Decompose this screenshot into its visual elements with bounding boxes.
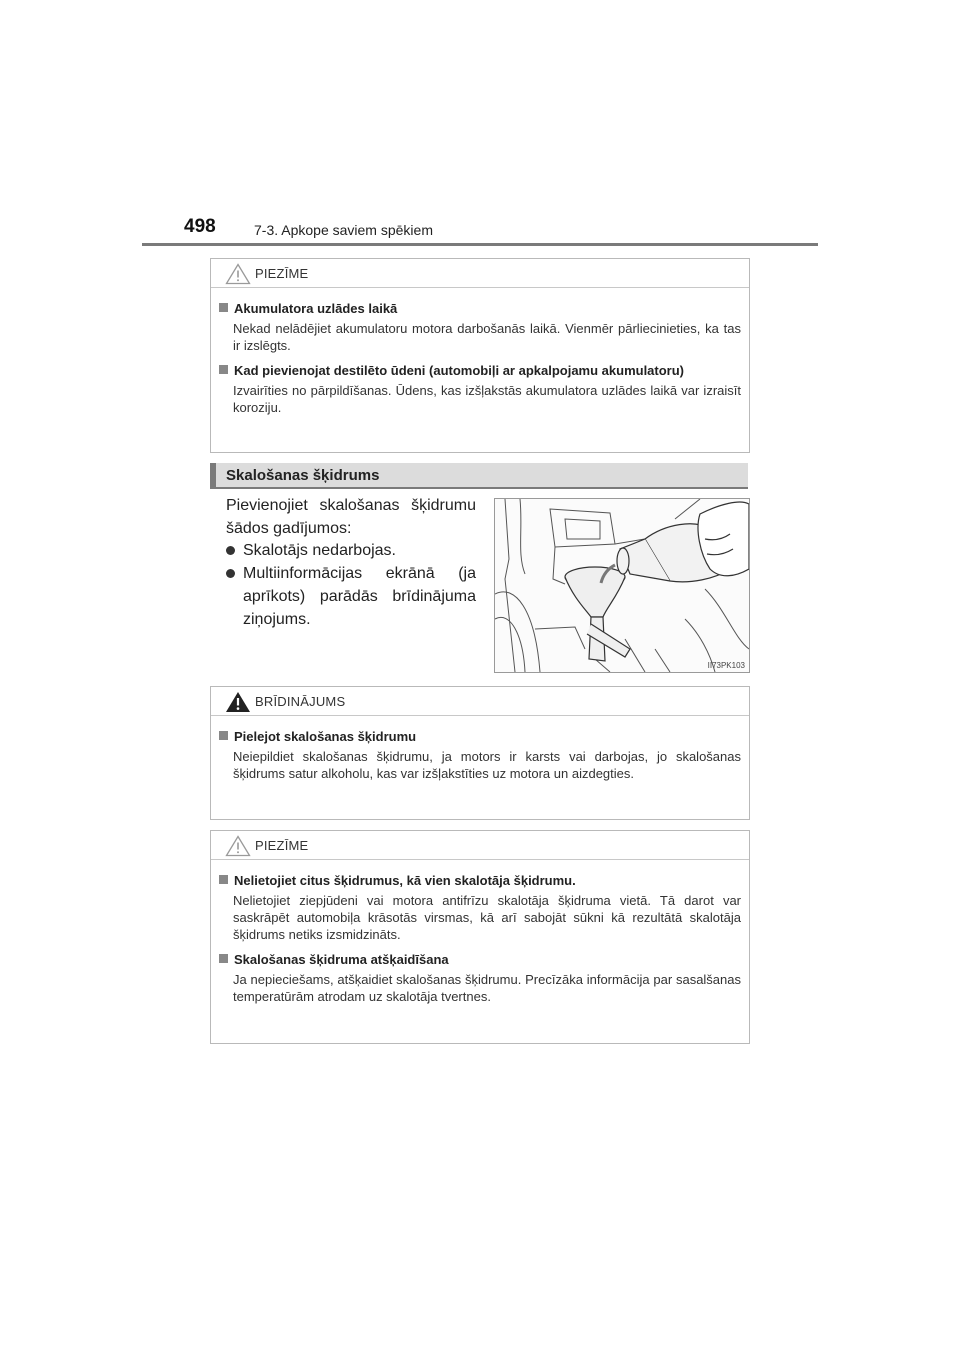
square-bullet-icon [219, 303, 228, 312]
header-rule [142, 243, 818, 246]
notice-item [217, 300, 741, 354]
bullet-dot-icon [226, 546, 235, 555]
square-bullet-icon [219, 954, 228, 963]
notice-box-washer-fluid [210, 830, 750, 1044]
bullet-dot-icon [226, 569, 235, 578]
notice-item-text: Nelietojiet ziepjūdeni vai motora antifrīzu skalotāja šķidruma vietā. Tā darot var saskrāpēt automobiļa krāsotās virsmas, kā arī sabojāt sūkni kā rezultātā skalotāja šķidrums netiks izsmidzināts. [233, 893, 741, 942]
section-heading [210, 463, 748, 489]
bullet-item [226, 539, 476, 562]
figure-code: II73PK103 [707, 661, 745, 670]
caution-outline-icon [225, 835, 251, 857]
notice-item [217, 362, 741, 416]
notice-item-text: Nekad nelādējiet akumulatoru motora darbošanās laikā. Vienmēr pārliecinieties, ka tas ir izslēgts. [233, 321, 741, 353]
notice-label: PIEZĪME [255, 266, 309, 281]
warning-triangle-icon [225, 691, 251, 713]
notice-item [217, 872, 741, 943]
section-title: Skalošanas šķidrums [226, 467, 380, 484]
notice-item [217, 951, 741, 1005]
notice-label: PIEZĪME [255, 838, 309, 853]
notice-item-text: Izvairīties no pārpildīšanas. Ūdens, kas izšļakstās akumulatora uzlādes laikā var izraisīt koroziju. [233, 383, 741, 415]
warning-box [210, 686, 750, 820]
notice-item-title: Kad pievienojat destilēto ūdeni (automobiļi ar apkalpojamu akumulatoru) [234, 363, 685, 378]
bullet-text: Multiinformācijas ekrānā (ja aprīkots) parādās brīdinājuma ziņojums. [243, 565, 476, 628]
warning-item [217, 728, 741, 782]
warning-label: BRĪDINĀJUMS [255, 694, 346, 709]
bullet-text: Skalotājs nedarbojas. [243, 542, 396, 559]
notice-item-title: Nelietojiet citus šķidrumus, kā vien skalotāja šķidrumu. [234, 873, 576, 888]
page-number: 498 [184, 216, 216, 237]
warning-header [211, 687, 749, 716]
warning-item-title: Pielejot skalošanas šķidrumu [234, 729, 417, 744]
square-bullet-icon [219, 875, 228, 884]
chapter-title: 7-3. Apkope saviem spēkiem [254, 222, 433, 238]
square-bullet-icon [219, 365, 228, 374]
funnel-pouring-illustration [495, 499, 749, 672]
bullet-item [226, 562, 476, 631]
washer-fluid-illustration [494, 498, 750, 673]
notice-header [211, 259, 749, 288]
notice-box-battery [210, 258, 750, 453]
section-intro: Pievienojiet skalošanas šķidrumu šādos gadījumos: [226, 497, 476, 537]
warning-item-text: Neiepildiet skalošanas šķidrumu, ja motors ir karsts vai darbojas, jo skalošanas šķidrums satur alkoholu, kas var izšļakstīties uz motora un aizdegties. [233, 749, 741, 781]
square-bullet-icon [219, 731, 228, 740]
notice-header [211, 831, 749, 860]
notice-item-title: Skalošanas šķidruma atšķaidīšana [234, 952, 449, 967]
caution-outline-icon [225, 263, 251, 285]
notice-item-title: Akumulatora uzlādes laikā [234, 301, 398, 316]
notice-item-text: Ja nepieciešams, atšķaidiet skalošanas šķidrumu. Precīzāka informācija par sasalšanas temperatūrām atrodam uz skalotāja tvertnes. [233, 972, 741, 1004]
